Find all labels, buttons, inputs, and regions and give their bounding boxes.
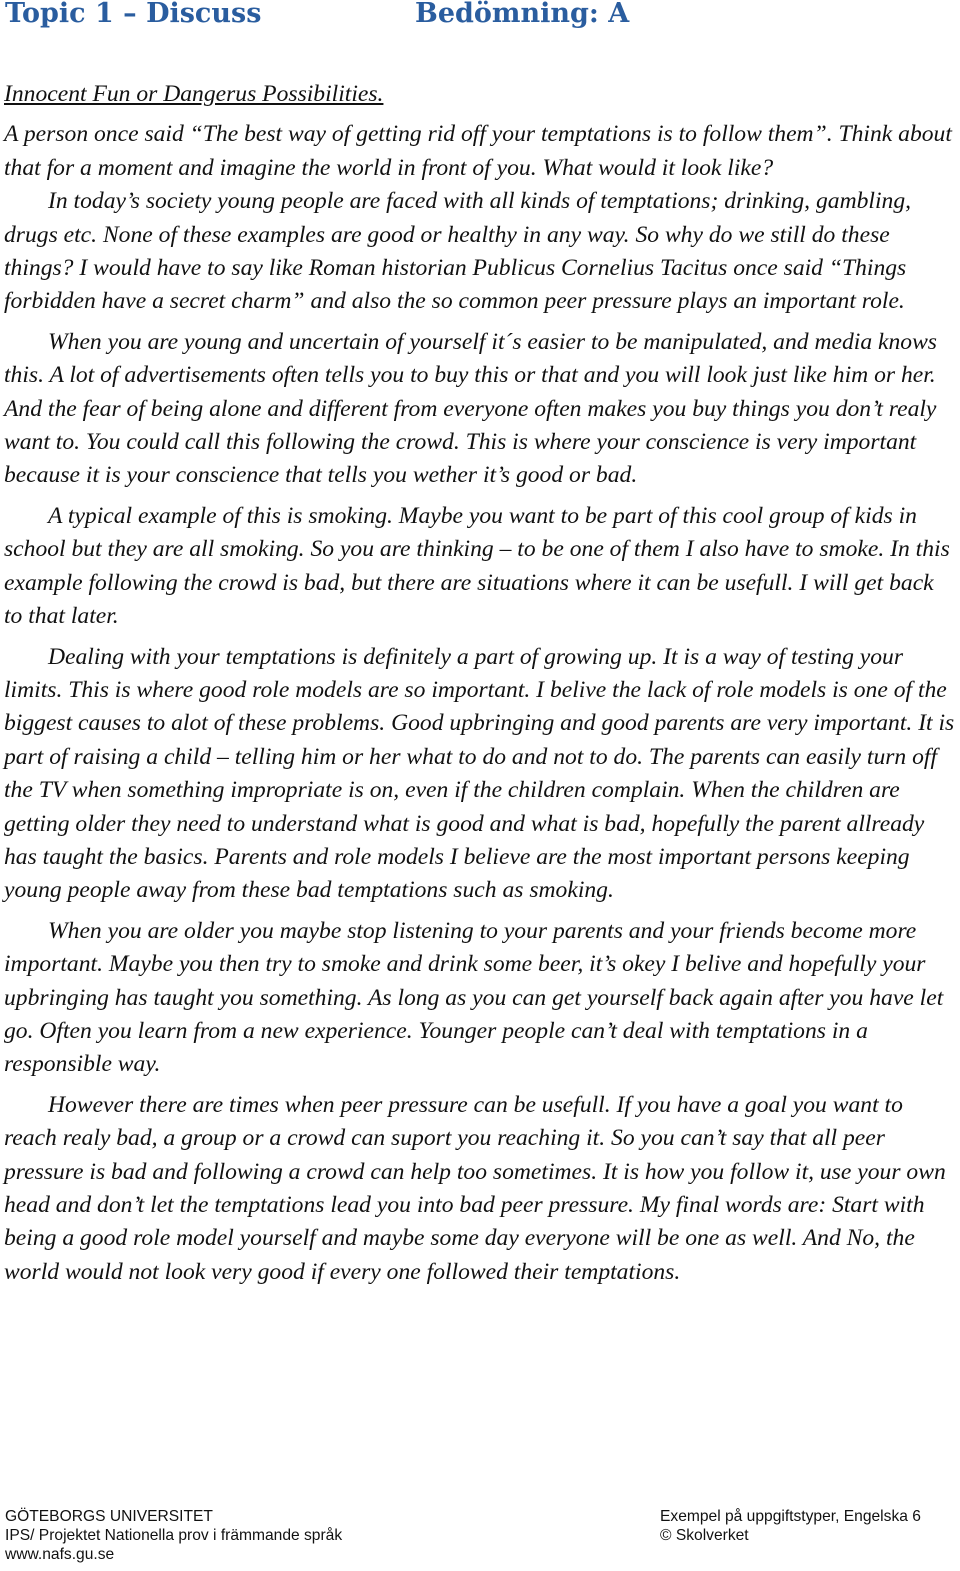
footer-right bbox=[660, 1507, 921, 1545]
essay-paragraph: When you are young and uncertain of yourself it´s easier to be manipulated, and media knows this. A lot of advertisements often tells you to buy this or that and you will look just like him or her. And the fear of being alone and different from everyone often makes you buy things you don’t realy want to. You could call this following the crowd. This is where your conscience is very important because it is your conscience that tells you wether it’s good or bad. bbox=[4, 328, 937, 489]
essay-paragraph: A person once said “The best way of getting rid off your temptations is to follow them”. Think about that for a moment and imagine the world in front of you. What would it look like? bbox=[4, 121, 952, 181]
footer-copyright: © Skolverket bbox=[660, 1527, 749, 1544]
essay-body bbox=[4, 78, 956, 1296]
essay-paragraph: However there are times when peer pressure can be usefull. If you have a goal you want to reach realy bad, a group or a crowd can suport you reaching it. So you can’t say that all peer pressure is bad and following a crowd can help too sometimes. It is how you follow it, use your own head and don’t let the temptations lead you into bad peer pressure. My final words are: Start with being a good role model yourself and maybe some day everyone will be one as well. And No, the world would not look very good if every one followed their temptations. bbox=[4, 1091, 946, 1285]
footer-description: Exempel på uppgiftstyper, Engelska 6 bbox=[660, 1508, 921, 1525]
grade-label: Bedömning: A bbox=[415, 0, 630, 29]
page-header bbox=[5, 0, 630, 29]
footer-university: GÖTEBORGS UNIVERSITET bbox=[5, 1508, 213, 1525]
footer-left bbox=[5, 1507, 342, 1564]
footer-website: www.nafs.gu.se bbox=[5, 1546, 115, 1563]
essay-title: Innocent Fun or Dangerus Possibilities. bbox=[4, 81, 384, 107]
essay-paragraph: In today’s society young people are faced with all kinds of temptations; drinking, gambling, drugs etc. None of these examples are good or healthy in any way. So why do we still do these things? I would have to say like Roman historian Publicus Cornelius Tacitus once said “Things forbidden have a secret charm” and also the so common peer pressure plays an important role. bbox=[4, 188, 912, 315]
essay-paragraph: A typical example of this is smoking. Maybe you want to be part of this cool group of kids in school but they are all smoking. So you are thinking – to be one of them I also have to smoke. In this example following the crowd is bad, but there are situations where it can be usefull. I will get back to that later. bbox=[4, 502, 950, 630]
essay-paragraph: Dealing with your temptations is definitely a part of growing up. It is a way of testing your limits. This is where good role models are so important. I belive the lack of role models is one of the biggest causes to alot of these problems. Good upbringing and good parents are very important. It is part of raising a child – telling him or her what to do and not to do. The parents can easily turn off the TV when something impropriate is on, even if the children complain. When the children are getting older they need to understand what is good and what is bad, hopefully the parent allready has taught the basics. Parents and role models I believe are the most important persons keeping young people away from these bad temptations such as smoking. bbox=[4, 643, 955, 904]
essay-paragraph: When you are older you maybe stop listening to your parents and your friends become more important. Maybe you then try to smoke and drink some beer, it’s okey I belive and hopefully your upbringing has taught you something. As long as you can get yourself back again after you have let go. Often you learn from a new experience. Younger people can’t deal with temptations in a responsible way. bbox=[4, 917, 944, 1078]
topic-title: Topic 1 – Discuss bbox=[5, 0, 262, 29]
footer-project: IPS/ Projektet Nationella prov i främmande språk bbox=[5, 1527, 343, 1544]
